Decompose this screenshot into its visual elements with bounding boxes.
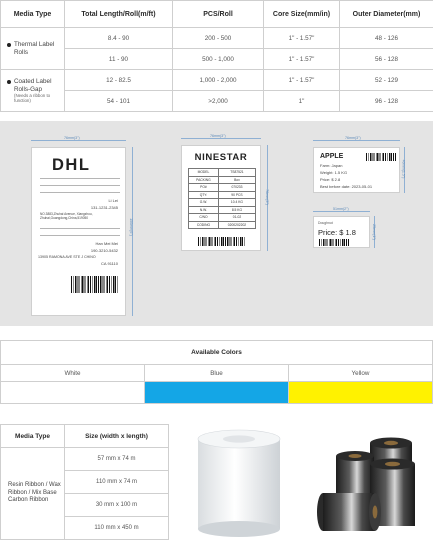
label-samples-panel xyxy=(0,121,433,326)
ribbon-size-cell: 30 mm x 100 m xyxy=(65,494,169,517)
ninestar-logo: NINESTAR xyxy=(194,152,248,163)
media-type-thermal: Thermal Label Rolls xyxy=(14,41,55,56)
spec-row xyxy=(1,91,433,112)
price-width-mark: 51mm(2") xyxy=(333,207,349,211)
spec-header-outer: Outer Diameter(mm) xyxy=(340,1,433,28)
field-key: CODING xyxy=(189,221,219,229)
ninestar-field-row xyxy=(189,191,256,199)
spec-header-media-type: Media Type xyxy=(1,1,65,28)
media-type-note: (Needs a ribbon to function) xyxy=(14,93,51,103)
bullet-icon xyxy=(7,80,11,84)
product-illustration xyxy=(190,425,430,538)
apple-title: APPLE xyxy=(320,153,344,160)
ninestar-width-mark: 76mm(3") xyxy=(210,134,226,138)
outer-cell: 56 - 128 xyxy=(340,49,433,70)
dhl-height-mark: 150mm(6") xyxy=(128,218,133,236)
pcs-cell: 500 - 1,000 xyxy=(173,49,264,70)
ribbon-size-cell: 57 mm x 74 m xyxy=(65,448,169,471)
ninestar-field-row xyxy=(189,214,256,222)
spec-header-core: Core Size(mm/in) xyxy=(264,1,340,28)
ninestar-field-row xyxy=(189,184,256,192)
apple-label xyxy=(313,147,400,193)
barcode-icon xyxy=(366,153,396,161)
length-cell: 11 - 90 xyxy=(65,49,173,70)
core-cell: 1" - 1.57" xyxy=(264,28,340,49)
color-name-yellow: Yellow xyxy=(289,365,433,382)
ninestar-field-row xyxy=(189,169,256,177)
field-value: 90 PCS xyxy=(218,191,255,199)
color-name-white: White xyxy=(1,365,145,382)
field-key: G.W. xyxy=(189,199,219,207)
price-tag-price: Price: $ 1.8 xyxy=(318,228,356,237)
color-name-blue: Blue xyxy=(145,365,289,382)
ribbon-row xyxy=(1,448,169,471)
ninestar-field-row xyxy=(189,221,256,229)
dhl-width-line xyxy=(31,140,126,141)
apple-price: Price: $ 2.8 xyxy=(320,177,341,182)
ribbon-size-cell: 110 mm x 450 m xyxy=(65,517,169,540)
dhl-sender-name: Li Lei xyxy=(108,198,118,203)
bullet-icon xyxy=(7,43,11,47)
colors-title: Available Colors xyxy=(1,341,433,365)
price-tag-title: Doughnut xyxy=(318,221,333,225)
apple-best-before: Best before date: 2023-05-01 xyxy=(320,184,373,189)
outer-cell: 96 - 128 xyxy=(340,91,433,112)
ribbon-header-media-type: Media Type xyxy=(1,425,65,448)
field-value: 10.4 KG xyxy=(218,199,255,207)
field-value: Box xyxy=(218,176,255,184)
length-cell: 12 - 82.5 xyxy=(65,70,173,91)
field-key: PO# xyxy=(189,184,219,192)
price-height-mark: 25mm(1") xyxy=(371,224,376,240)
ribbon-table xyxy=(0,424,169,540)
ninestar-field-row xyxy=(189,206,256,214)
spec-row xyxy=(1,70,433,91)
color-names-row xyxy=(1,365,433,382)
ninestar-field-row xyxy=(189,176,256,184)
field-value: 8.5 KG xyxy=(218,206,255,214)
core-cell: 1" - 1.57" xyxy=(264,70,340,91)
color-swatch-white xyxy=(1,382,145,404)
spec-header-pcs: PCS/Roll xyxy=(173,1,264,28)
dhl-sender-address-1: NO.3883,Zhuhai Avenue, Xiangzhou, xyxy=(40,212,93,216)
apple-height-mark: 40mm(1.5") xyxy=(401,159,406,179)
outer-cell: 48 - 126 xyxy=(340,28,433,49)
dhl-sender-address-2: Zhuhai,Guangdong,China,519050 xyxy=(40,216,89,220)
colors-table xyxy=(0,340,433,404)
apple-width-line xyxy=(313,140,400,141)
outer-cell: 52 - 129 xyxy=(340,70,433,91)
ribbon-header-size: Size (width x length) xyxy=(65,425,169,448)
apple-weight: Weight: 1.5 KG xyxy=(320,170,348,175)
spec-header-length: Total Length/Roll(m/ft) xyxy=(65,1,173,28)
field-value: 070233 xyxy=(218,184,255,192)
length-cell: 54 - 101 xyxy=(65,91,173,112)
ribbon-type-cell: Resin Ribbon / Wax Ribbon / Mix Base Carbon Ribbon xyxy=(1,448,65,540)
spec-row xyxy=(1,49,433,70)
ribbon-size-cell: 110 mm x 74 m xyxy=(65,471,169,494)
field-key: QTY: xyxy=(189,191,219,199)
pcs-cell: 200 - 500 xyxy=(173,28,264,49)
core-cell: 1" - 1.57" xyxy=(264,49,340,70)
price-tag-label xyxy=(313,216,370,248)
ribbon-header-row xyxy=(1,425,169,448)
dhl-recipient-address-1: 13905 RAMONA AVE STE J CHINO xyxy=(38,255,96,259)
field-key: N.W. xyxy=(189,206,219,214)
spec-row xyxy=(1,28,433,49)
apple-farm: Farm: Japan xyxy=(320,163,343,168)
field-value: 0200202202 xyxy=(218,221,255,229)
core-cell: 1" xyxy=(264,91,340,112)
field-key: MODEL xyxy=(189,169,219,177)
field-key: PACKING xyxy=(189,176,219,184)
spec-header-row xyxy=(1,1,433,28)
dhl-recipient-phone: 190-3210-5432 xyxy=(90,248,118,253)
label-roll-image xyxy=(198,430,280,537)
dhl-logo: DHL xyxy=(52,156,91,174)
barcode-icon xyxy=(319,239,349,246)
spec-table xyxy=(0,0,433,112)
dhl-recipient-address-2: CA 91110 xyxy=(101,261,118,266)
apple-width-mark: 76mm(3") xyxy=(345,136,361,140)
dhl-sender-phone: 131-1231-2345 xyxy=(90,205,118,210)
ninestar-height-mark: 76mm(3") xyxy=(264,189,269,205)
length-cell: 8.4 - 90 xyxy=(65,28,173,49)
color-swatch-row xyxy=(1,382,433,404)
media-type-coated: Coated Label Rolls-Gap xyxy=(14,78,52,93)
media-type-cell xyxy=(1,28,65,70)
media-type-cell xyxy=(1,70,65,112)
color-swatch-blue xyxy=(145,382,289,404)
dhl-label xyxy=(31,147,126,316)
field-value: 01-02 xyxy=(218,214,255,222)
pcs-cell: >2,000 xyxy=(173,91,264,112)
field-value: TS87521 xyxy=(218,169,255,177)
ninestar-label xyxy=(181,145,261,251)
pcs-cell: 1,000 - 2,000 xyxy=(173,70,264,91)
ninestar-field-row xyxy=(189,199,256,207)
price-width-line xyxy=(313,211,370,212)
dhl-width-mark: 76mm(3") xyxy=(64,136,80,140)
dhl-recipient-name: Han Mei Mei xyxy=(95,241,118,246)
color-swatch-yellow xyxy=(289,382,433,404)
ninestar-field-table xyxy=(188,168,256,229)
barcode-icon xyxy=(71,276,119,293)
field-key: C/NO xyxy=(189,214,219,222)
ribbon-rolls-image xyxy=(317,438,415,532)
ninestar-width-line xyxy=(181,138,261,139)
barcode-icon xyxy=(198,237,246,246)
